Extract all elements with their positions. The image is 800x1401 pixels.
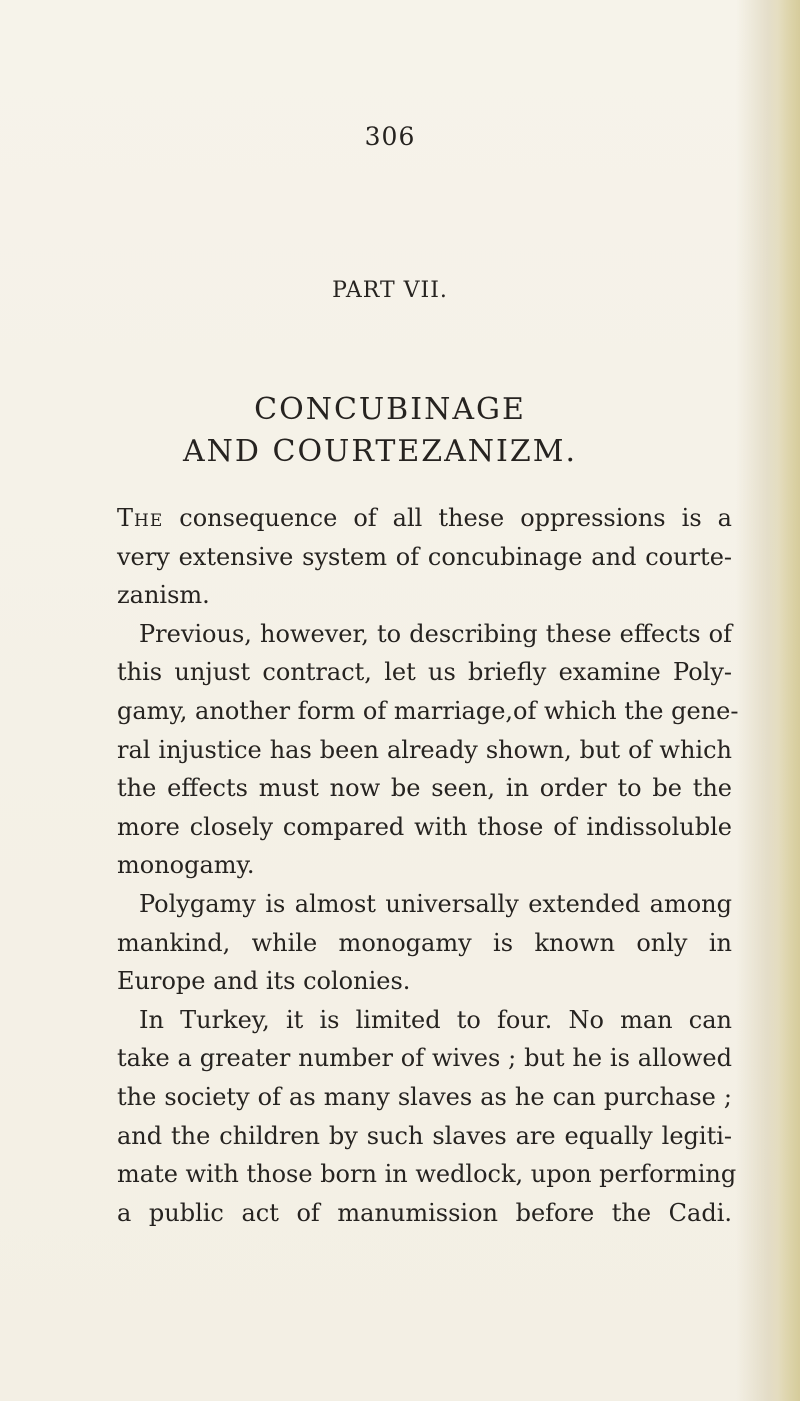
text-line: The consequence of all these oppressions is a: [117, 504, 732, 532]
text-line: ral injustice has been already shown, but of which: [117, 735, 732, 764]
text-line: take a greater number of wives ; but he is allowed: [117, 1044, 732, 1073]
text-line: zanism.: [117, 581, 210, 610]
text-line: mate with those born in wedlock, upon performing: [117, 1160, 737, 1189]
text-line: gamy, another form of marriage,of which the gene-: [117, 696, 739, 725]
part-title: PART VII.: [332, 278, 448, 303]
text-line: monogamy.: [117, 851, 255, 880]
page-number: 306: [364, 122, 416, 151]
text-line: In Turkey, it is limited to four. No man can: [139, 1005, 732, 1034]
smallcaps-word: The: [117, 504, 164, 532]
text-line: more closely compared with those of indissoluble: [117, 812, 732, 841]
page-edge-shadow: [778, 0, 800, 1401]
text-line: and the children by such slaves are equally legiti-: [117, 1121, 732, 1150]
text-line: the society of as many slaves as he can purchase ;: [117, 1082, 732, 1111]
text-line: this unjust contract, let us briefly examine Poly-: [117, 658, 732, 687]
text-line: the effects must now be seen, in order to be the: [117, 774, 732, 803]
text-line: Polygamy is almost universally extended among: [139, 889, 732, 918]
text-line: Previous, however, to describing these effects of: [139, 619, 732, 648]
chapter-title-line-2: AND COURTEZANIZM.: [182, 434, 577, 469]
text-line: a public act of manumission before the Cadi.: [117, 1198, 732, 1227]
chapter-title-line-1: CONCUBINAGE: [254, 392, 526, 427]
text-line: very extensive system of concubinage and courte-: [117, 542, 732, 571]
text-line: mankind, while monogamy is known only in: [117, 928, 732, 957]
body-text: [117, 502, 739, 1235]
text-line: Europe and its colonies.: [117, 967, 411, 996]
